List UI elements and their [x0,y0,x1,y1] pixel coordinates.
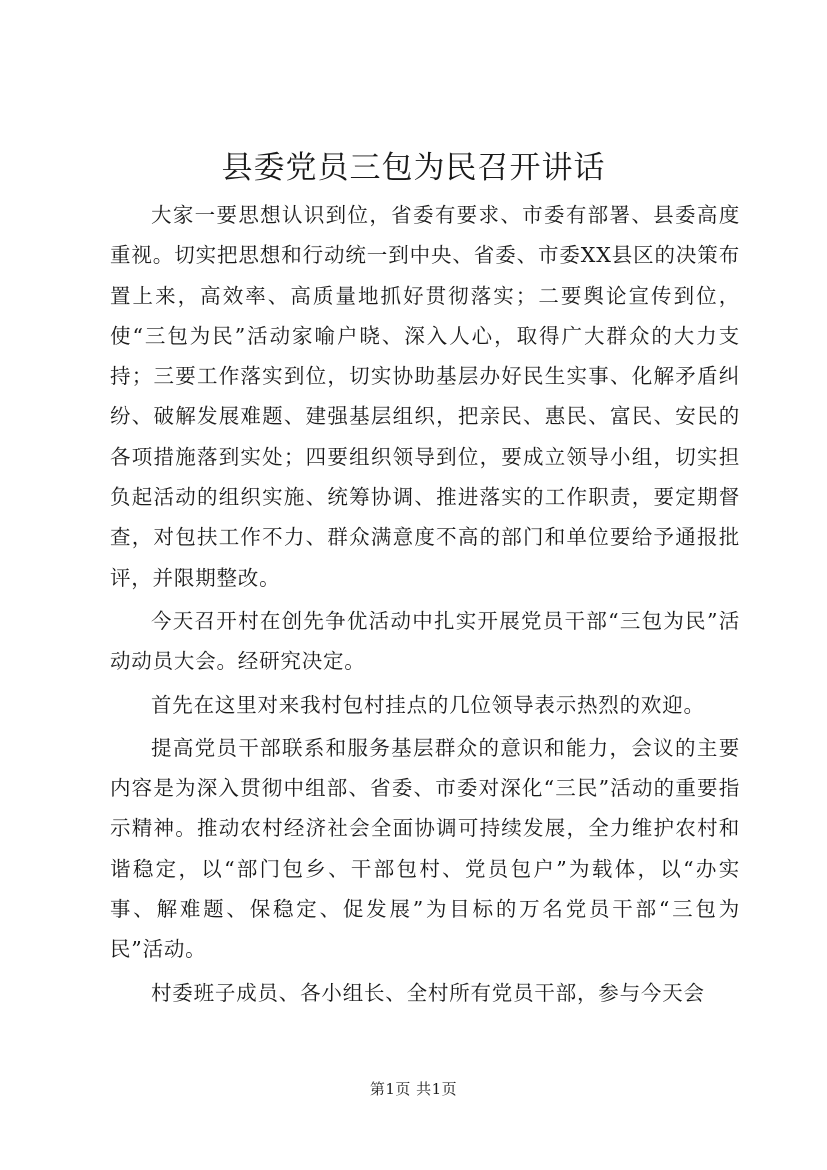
document-title: 县委党员三包为民召开讲话 [221,150,606,186]
paragraph: 首先在这里对来我村包村挂点的几位领导表示热烈的欢迎。 [151,692,705,717]
paragraph: 村委班子成员、各小组长、全村所有党员干部，参与今天会 [151,980,705,1005]
paragraph: 今天召开村在创先争优活动中扎实开展党员干部“三包为民”活动动员大会。经研究决定。 [110,608,740,674]
page-footer: 第1页 共1页 [369,1080,458,1098]
paragraph: 提高党员干部联系和服务基层群众的意识和能力，会议的主要内容是为深入贯彻中组部、省委、市委对深化“三民”活动的重要指示精神。推动农村经济社会全面协调可持续发展，全力维护农村和谐稳定，以“部门包乡、干部包村、党员包户”为载体，以“办实事、解难题、保稳定、促发展”为目标的万名党员干部“三包为民”活动。 [110,735,740,962]
document-body [110,195,740,1016]
paragraph: 大家一要思想认识到位，省委有要求、市委有部署、县委高度重视。切实把思想和行动统一到中央、省委、市委XX县区的决策布置上来，高效率、高质量地抓好贯彻落实；二要舆论宣传到位，使“三包为民”活动家喻户晓、深入人心，取得广大群众的大力支持；三要工作落实到位，切实协助基层办好民生实事、化解矛盾纠纷、破解发展难题、建强基层组织，把亲民、惠民、富民、安民的各项措施落到实处；四要组织领导到位，要成立领导小组，切实担负起活动的组织实施、统筹协调、推进落实的工作职责，要定期督查，对包扶工作不力、群众满意度不高的部门和单位要给予通报批评，并限期整改。 [110,203,740,590]
